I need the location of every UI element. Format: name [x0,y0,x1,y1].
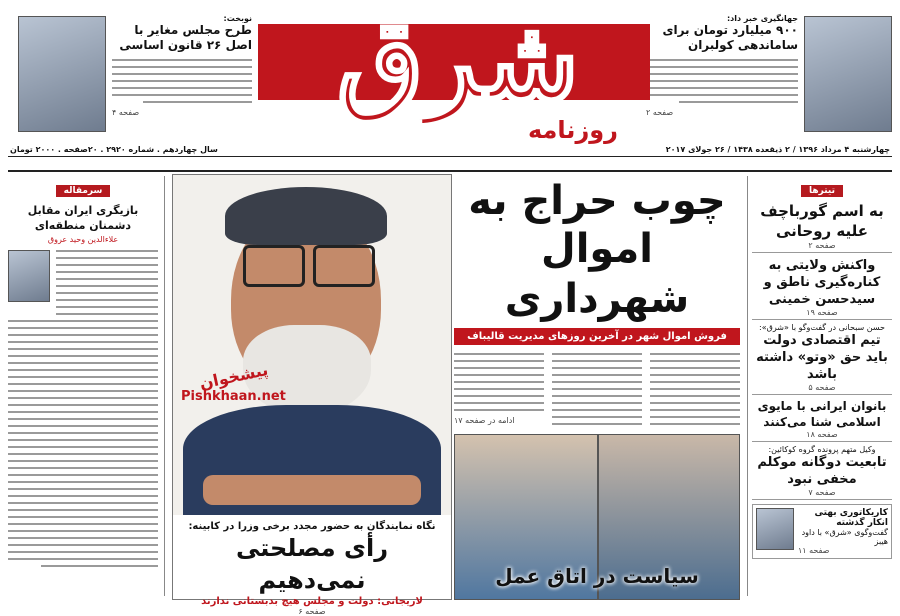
editorial-author: علاءالدین وحید عروق [47,235,119,244]
main-headline-1: چوب حراج به [468,178,726,224]
bottom-box[interactable] [752,504,892,559]
news-kicker: حسن سبحانی در گفت‌وگو با «شرق»: [759,323,885,332]
news-page: صفحه ۱۹ [806,308,838,317]
news-item[interactable] [752,442,892,500]
column-rule-left [164,176,165,596]
news-column [752,178,892,559]
news-kicker: وکیل متهم پرونده گروه کوکائین: [768,445,876,454]
watermark-fa: پیشخوان [197,359,270,394]
top-left-portrait [18,16,106,132]
top-left-page: صفحه ۴ [112,108,140,117]
news-headline: تیم اقتصادی دولت باید حق «وتو» داشته باشد [756,333,888,382]
photo-caption: سیاست در اتاق عمل [495,564,699,588]
cartoon-kicker: نگاه نمایندگان به حضور مجدد برخی وزرا در کابینه: [188,521,436,532]
top-right-teaser[interactable] [646,14,798,117]
date-bar-rule [8,156,892,157]
top-right-kicker: جهانگیری خبر داد: [726,14,798,23]
column-rule-right [747,176,748,596]
bottom-box-title: کاریکاتوری بهتی انکار گذشته [814,508,888,528]
main-subhead: فروش اموال شهر در آخرین روزهای مدیریت قالیباف [454,328,740,345]
news-headline: بانوان ایرانی با مایوی اسلامی شنا می‌کنند [757,399,887,429]
editorial-section-label: سرمقاله [56,185,111,197]
news-page: صفحه ۷ [808,488,836,497]
news-item[interactable] [752,197,892,253]
cartoon-page: صفحه ۶ [298,607,326,616]
top-right-portrait [804,16,892,132]
main-story[interactable] [454,178,740,430]
top-left-teaser[interactable] [112,14,252,117]
top-rule [8,170,892,172]
top-right-headline: ۹۰۰ میلیارد تومان برای ساماندهی کولبران [662,23,798,52]
news-headline: تابعیت دوگانه موکلم مخفی نبود [757,455,887,487]
editorial-author-photo [8,250,50,302]
photo-story[interactable] [454,434,740,598]
news-item[interactable] [752,395,892,442]
news-headline: واکنش ولایتی به کناره‌گیری ناطق و سیدحسن خمینی [763,258,881,307]
news-page: صفحه ۲ [808,241,836,250]
newspaper-label: روزنامه [528,116,618,144]
top-left-kicker: نوبخت: [223,14,252,23]
date-line: چهارشنبه ۴ مرداد ۱۳۹۶ / ۲ ذیقعده ۱۴۳۸ / ۲۶ جولای ۲۰۱۷ [665,145,890,154]
news-headline: به اسم گورباچف علیه روحانی [760,202,884,240]
cartoon-subhead: لاریجانی: دولت و مجلس هیچ بدبستانی ندارند [201,596,423,607]
news-section-label: تیترها [801,185,843,197]
cartoon-story[interactable] [172,174,452,616]
cartoon-image [173,175,451,515]
main-headline-2: اموال شهرداری [504,226,690,322]
masthead [258,0,650,156]
news-item[interactable] [752,253,892,320]
top-left-headline: طرح مجلس مغایر با اصل ۲۶ قانون اساسی [119,23,252,52]
main-continued: ادامه در صفحه ۱۷ [454,416,515,425]
logo: شرق [336,0,580,126]
bottom-box-sub: گفت‌وگوی «شرق» با داود هیبز [801,528,888,546]
issue-line: سال چهاردهم . شماره ۲۹۲۰ . ۲۰صفحه . ۲۰۰۰ تومان [10,145,218,154]
news-page: صفحه ۱۸ [806,430,838,439]
editorial[interactable] [8,178,158,572]
news-item[interactable] [752,320,892,395]
cartoon-headline: رأی مصلحتی نمی‌دهیم [235,534,389,594]
watermark-en: Pishkhaan.net [181,389,286,404]
news-page: صفحه ۵ [808,383,836,392]
bottom-box-photo [756,508,794,550]
top-right-page: صفحه ۲ [646,108,674,117]
bottom-box-page: صفحه ۱۱ [798,546,830,555]
editorial-title: بازیگری ایران مقابل دشمنان منطقه‌ای [27,204,139,232]
